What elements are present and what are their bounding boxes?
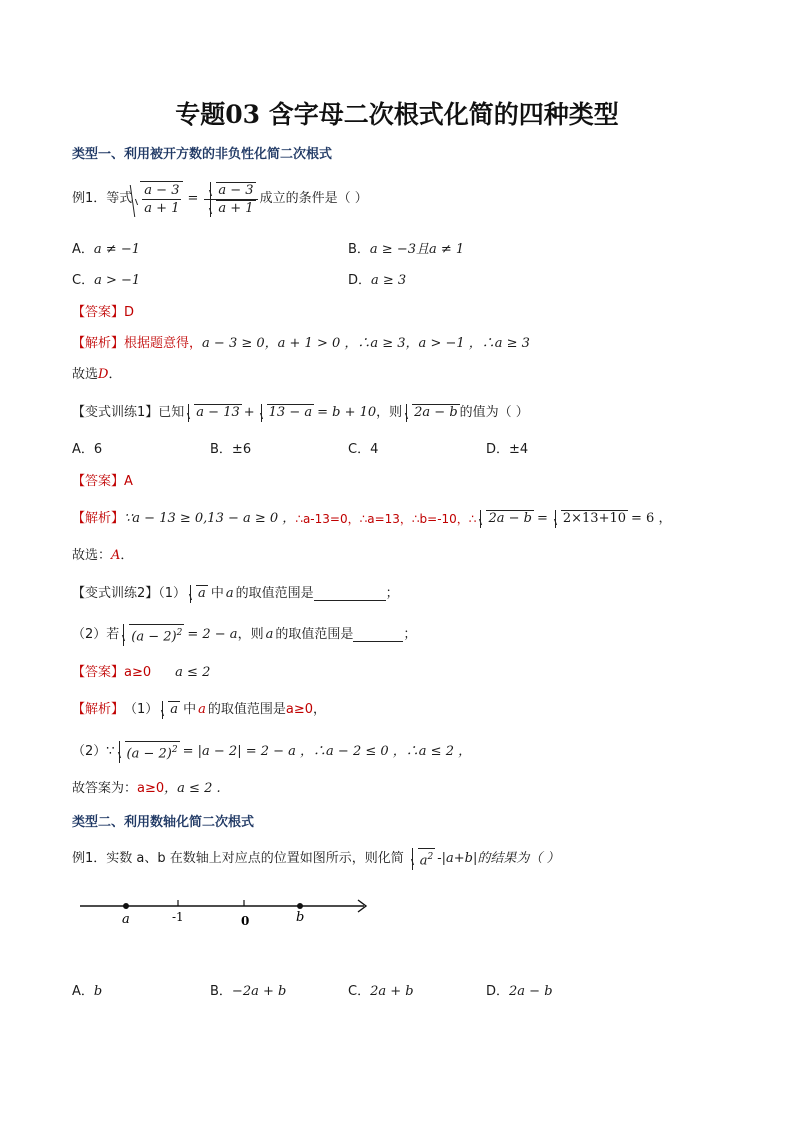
section-heading-2: 类型二、利用数轴化简二次根式 bbox=[72, 815, 255, 830]
example-2-question: 例1．实数 a、b 在数轴上对应点的位置如图所示，则化简 $a^2$ -|a+b|的结果为（ ） bbox=[72, 848, 560, 870]
variant-2-answer: 【答案】a≥0 a ≤ 2 bbox=[72, 665, 211, 680]
sqrt-fraction-left: $\frac{a - 3}{a + 1}$ bbox=[132, 181, 183, 217]
example-2-option-a: A．b bbox=[72, 984, 103, 999]
variant-1-option-b: B．±6 bbox=[210, 442, 252, 457]
answer-blank-1[interactable] bbox=[314, 588, 386, 601]
example-2-option-b: B．−2a + b bbox=[210, 984, 287, 999]
option-a: A．a ≠ −1 bbox=[72, 242, 140, 257]
example-1-question: 例1．等式 $\frac{a - 3}{a + 1}$ = $\frac{a - 3}{a + 1}$ 成立的条件是（ ） bbox=[72, 182, 368, 216]
example-1-condition: 成立的条件是（ ） bbox=[259, 191, 368, 206]
variant-1-answer: 【答案】A bbox=[72, 474, 133, 489]
variant-1-analysis: 【解析】 ∵a − 13 ≥ 0,13 − a ≥ 0 ， ∴a-13=0，∴a=13，∴b=-10，∴ 2a − b = 2×13+10 = 6 ， bbox=[72, 511, 672, 526]
label-b: b bbox=[296, 910, 305, 925]
option-d: D．a ≥ 3 bbox=[348, 273, 407, 288]
example-1-prefix: 例1．等式 bbox=[72, 191, 133, 206]
variant-2-analysis-2: （2）∵ $(a - 2)^2$ = |a − 2| = 2 − a ，∴a − 2 ≤ 0 ，∴a ≤ 2 ， bbox=[72, 740, 471, 764]
option-b: B．a ≥ −3且a ≠ 1 bbox=[348, 242, 465, 257]
answer-line: 【答案】D bbox=[72, 305, 135, 320]
option-c: C．a > −1 bbox=[72, 273, 141, 288]
label-a: a bbox=[122, 912, 130, 927]
variant-1-option-c: C．4 bbox=[348, 442, 379, 457]
fraction-right: $\frac{a - 3}{a + 1}$ bbox=[204, 182, 257, 217]
example-2-option-c: C．2a + b bbox=[348, 984, 414, 999]
variant-2-analysis-1: 【解析】 （1） a 中 a 的取值范围是 a≥0 ， bbox=[72, 702, 327, 717]
answer-blank-2[interactable] bbox=[353, 629, 403, 642]
number-line bbox=[78, 894, 378, 934]
point-a-dot bbox=[123, 903, 129, 909]
variant-1-conclusion: 故选：A． bbox=[72, 548, 134, 563]
conclusion-line: 故选D． bbox=[72, 367, 122, 382]
point-b-dot bbox=[297, 903, 303, 909]
variant-1-option-a: A．6 bbox=[72, 442, 103, 457]
variant-2-question-1: 【变式训练2】（1） a 中 a 的取值范围是 ； bbox=[72, 586, 399, 601]
analysis-line: 【解析】根据题意得，a − 3 ≥ 0，a + 1 > 0 ，∴a ≥ 3，a > −1 ，∴a ≥ 3 bbox=[72, 336, 530, 351]
variant-2-question-2: （2）若 $(a - 2)^2$ = 2 − a ，则 a 的取值范围是 ； bbox=[72, 624, 416, 646]
label-minus-one: -1 bbox=[172, 910, 184, 924]
example-2-option-d: D．2a − b bbox=[486, 984, 553, 999]
label-zero: 0 bbox=[241, 914, 250, 928]
variant-1-question: 【变式训练1】已知 a − 13 + 13 − a = b + 10 ，则 2a − b 的值为（ ） bbox=[72, 405, 529, 420]
section-heading-1: 类型一、利用被开方数的非负性化简二次根式 bbox=[72, 147, 333, 162]
page-title: 专题03 含字母二次根式化简的四种类型 bbox=[175, 100, 619, 129]
variant-2-conclusion: 故答案为：a≥0，a ≤ 2 . bbox=[72, 781, 221, 796]
variant-1-option-d: D．±4 bbox=[486, 442, 529, 457]
